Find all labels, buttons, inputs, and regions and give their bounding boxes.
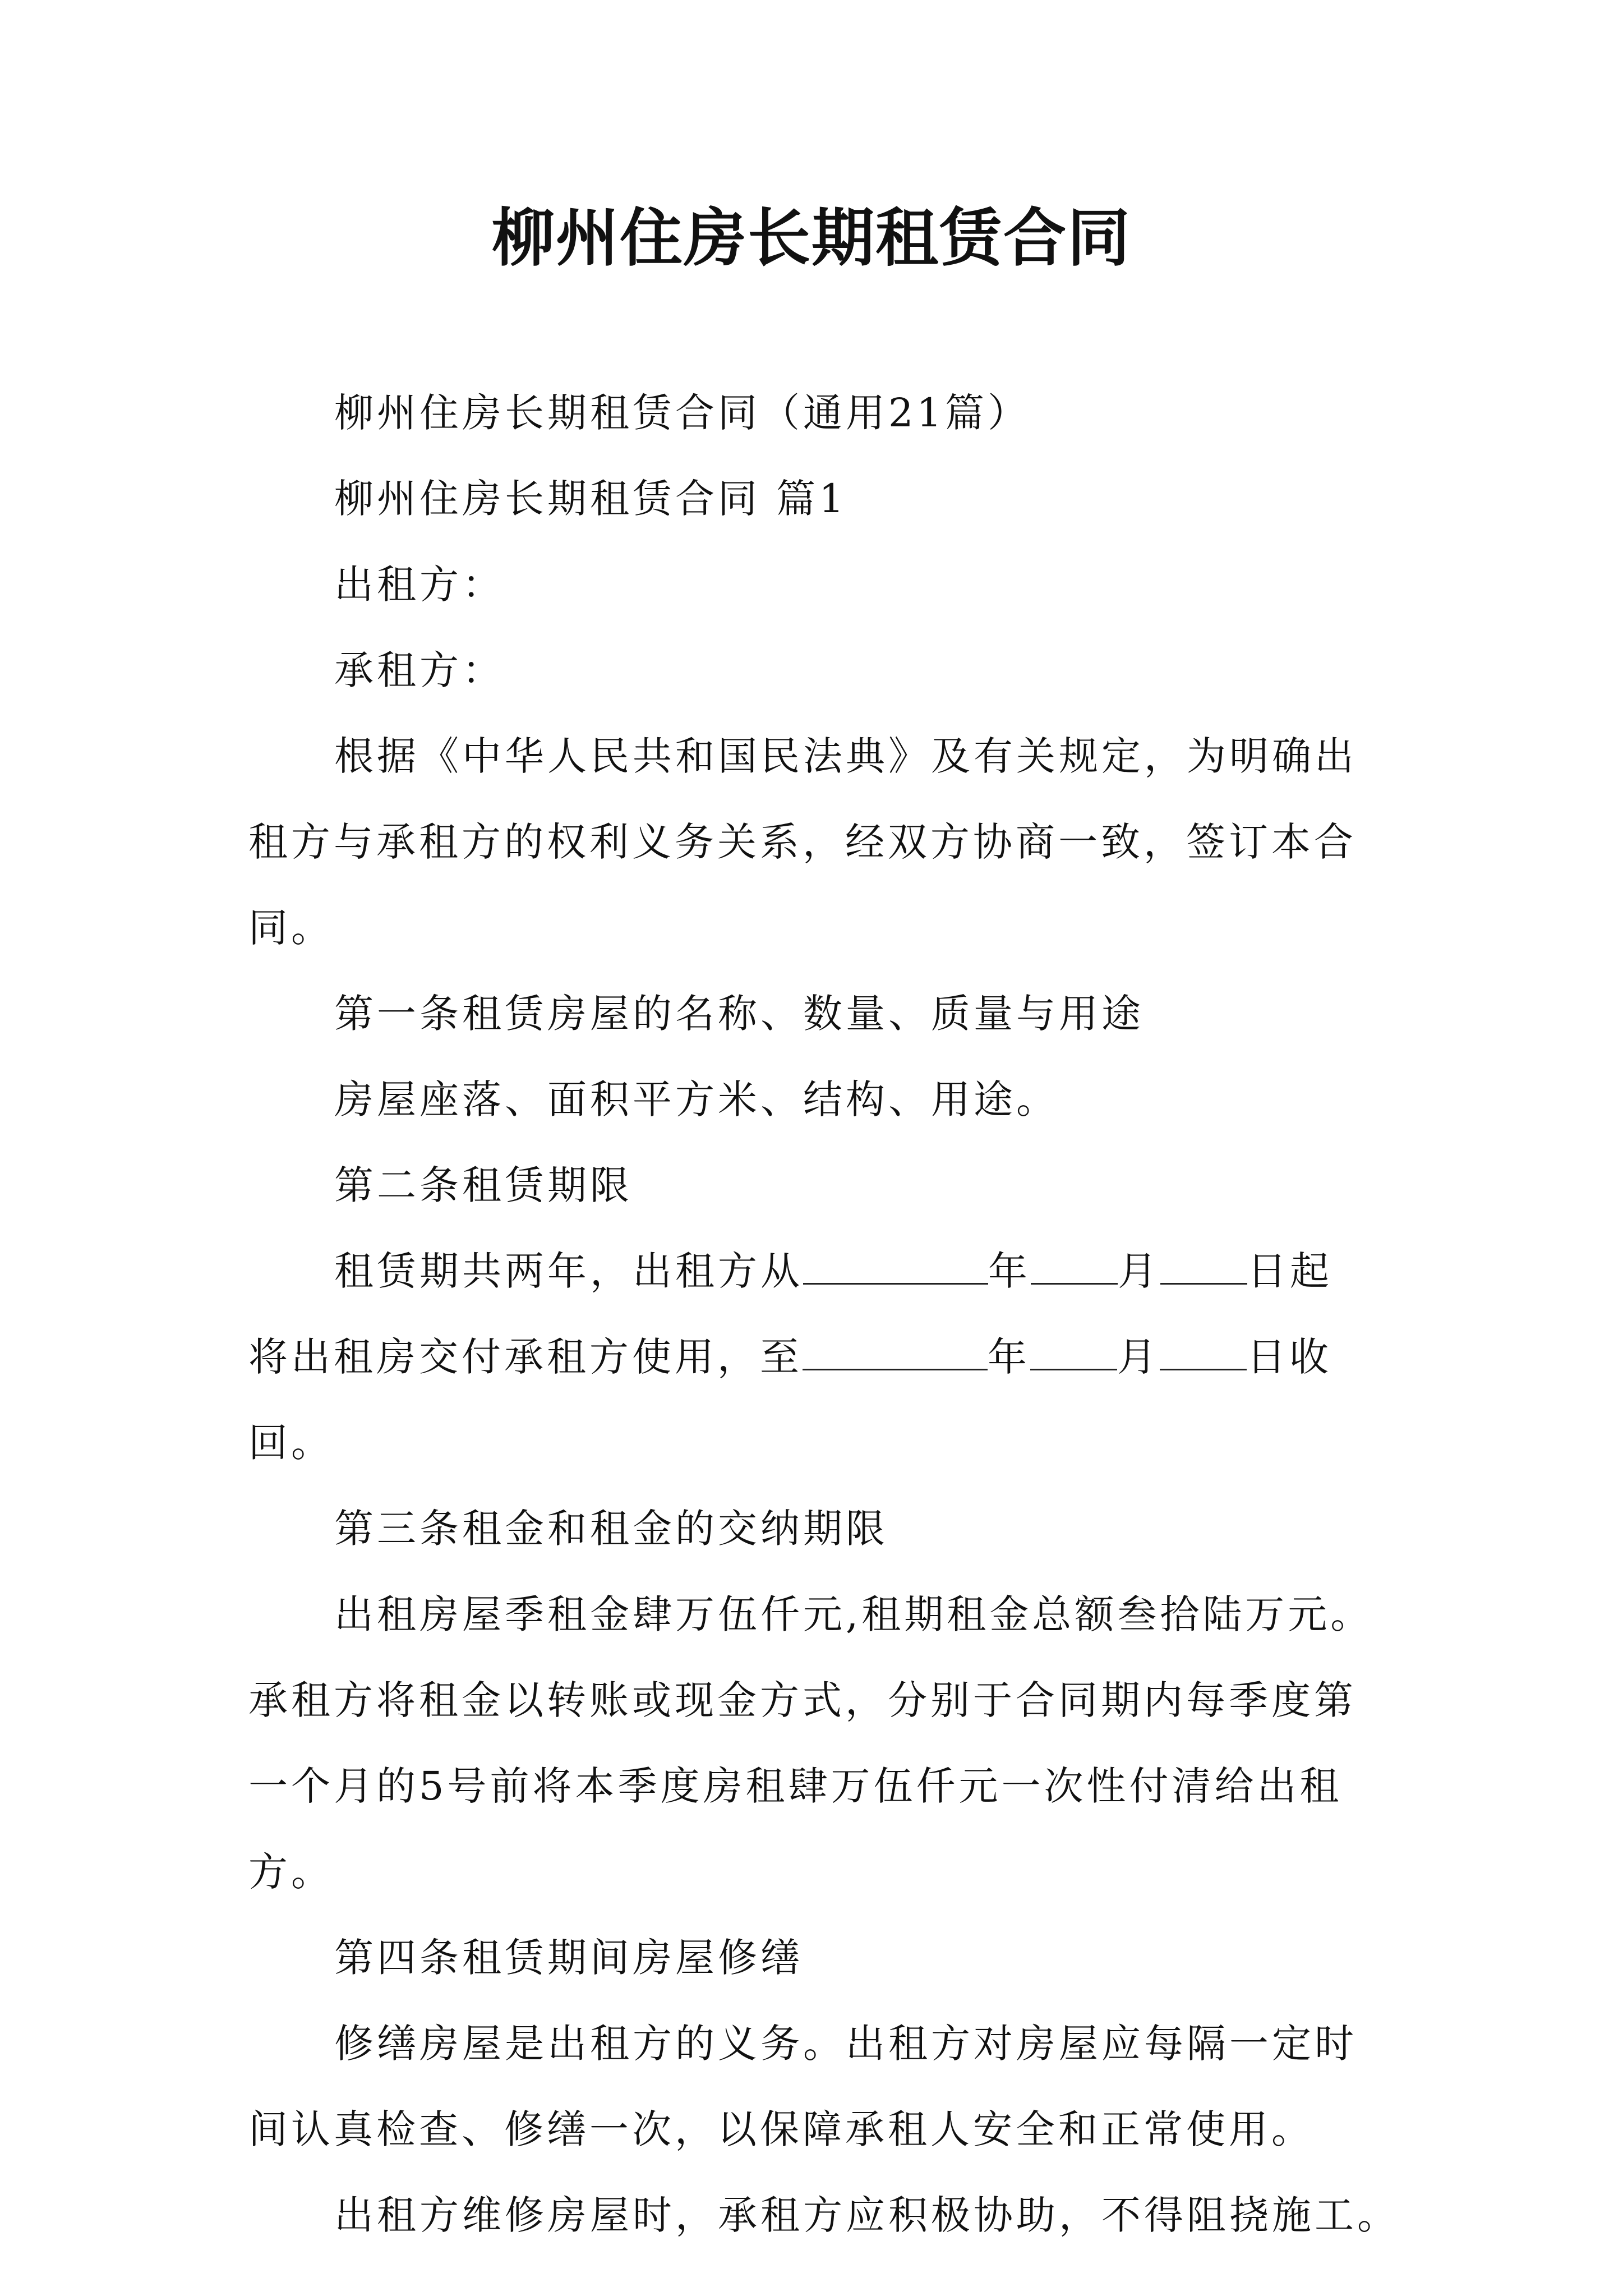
text-segment: 日收 <box>1247 1334 1332 1380</box>
year-blank <box>803 1246 988 1285</box>
lessor-field: 出租方： <box>334 562 505 608</box>
text-segment: 年 <box>988 1334 1030 1380</box>
paragraph-line: 出租房屋季租金肆万伍仟元,租期租金总额叁拾陆万元。 <box>334 1591 1373 1637</box>
document-title: 柳州住房长期租赁合同 <box>492 201 1131 275</box>
paragraph-line: 出租方维修房屋时，承租方应积极协助，不得阻挠施工。 <box>334 2192 1400 2238</box>
paragraph-line: 承租方将租金以转账或现金方式，分别于合同期内每季度第 <box>248 1677 1357 1723</box>
lease-term-line <box>248 1314 1387 1400</box>
paragraph-line: 一个月的5号前将本季度房租肆万伍仟元一次性付清给出租 <box>248 1763 1343 1809</box>
paragraph-line: 房屋座落、面积平方米、结构、用途。 <box>334 1076 1059 1122</box>
day-blank <box>1160 1332 1247 1370</box>
day-blank <box>1160 1246 1247 1285</box>
paragraph-line: 修缮房屋是出租方的义务。出租方对房屋应每隔一定时 <box>334 2021 1357 2067</box>
article-heading: 第二条租赁期限 <box>334 1162 633 1208</box>
text-segment: 将出租房交付承租方使用，至 <box>248 1334 803 1380</box>
month-blank <box>1030 1332 1117 1370</box>
document-subtitle: 柳州住房长期租赁合同（通用21篇） <box>334 390 1031 436</box>
article-heading: 第三条租金和租金的交纳期限 <box>334 1506 888 1552</box>
text-segment: 日起 <box>1247 1248 1332 1294</box>
text-segment: 年 <box>988 1248 1031 1294</box>
paragraph-line: 租方与承租方的权利义务关系，经双方协商一致，签订本合 <box>248 819 1357 865</box>
paragraph-line: 回。 <box>248 1420 334 1466</box>
text-segment: 月 <box>1118 1248 1160 1294</box>
article-heading: 第四条租赁期间房屋修缮 <box>334 1935 803 1981</box>
article-heading: 第一条租赁房屋的名称、数量、质量与用途 <box>334 991 1144 1037</box>
section-heading: 柳州住房长期租赁合同 篇1 <box>334 476 847 522</box>
lease-term-line <box>248 1228 1387 1314</box>
document-body <box>248 370 1400 2258</box>
paragraph-line: 根据《中华人民共和国民法典》及有关规定，为明确出 <box>334 733 1357 779</box>
paragraph-line: 方。 <box>248 1849 334 1895</box>
lessee-field: 承租方： <box>334 647 505 693</box>
text-segment: 租赁期共两年，出租方从 <box>334 1248 803 1294</box>
text-segment: 月 <box>1117 1334 1160 1380</box>
paragraph-line: 间认真检查、修缮一次，以保障承租人安全和正常使用。 <box>248 2106 1314 2152</box>
year-blank <box>803 1332 988 1370</box>
paragraph-line: 同。 <box>248 905 334 951</box>
month-blank <box>1031 1246 1118 1285</box>
